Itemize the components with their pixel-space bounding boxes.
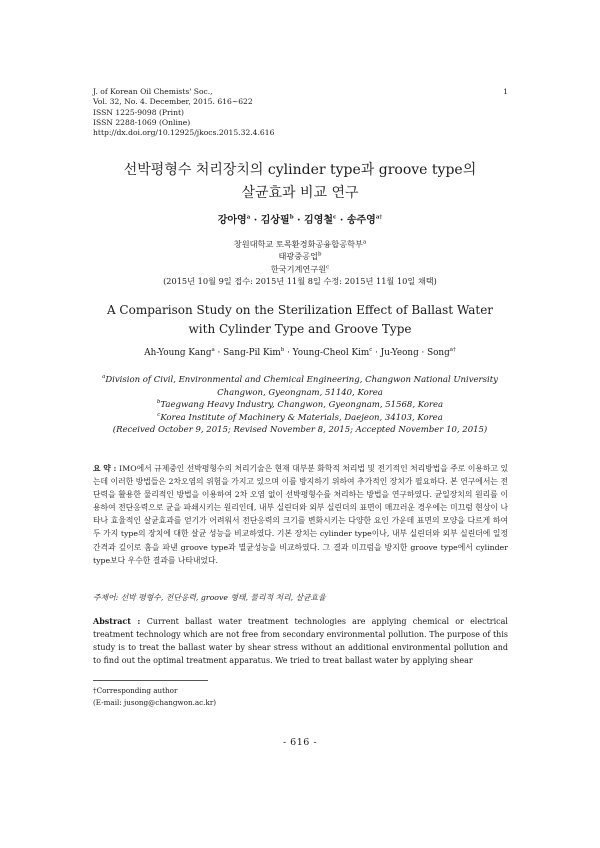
affiliations-korean [60,238,540,288]
author-en-1: Ah-Young Kang [144,348,212,358]
authors-korean [60,211,540,226]
title-korean-line2: 살균효과 비교 연구 [241,185,359,201]
page-number: 1 [503,87,508,96]
corresponding-author: †Corresponding author [93,686,178,695]
author-kr-3-sup: c [333,214,337,221]
issn-online: ISSN 2288-1069 (Online) [93,117,191,127]
authors-english: Ah-Young Kang$^a$ · Sang-Pil Kim$^b$ · Young-Cheol Kim$^c$ · Ju-Yeong · Song$^{a\dagger}$ [144,347,456,358]
author-kr-2-sup: b [289,214,294,221]
journal-name: J. of Korean Oil Chemists' Soc., [93,87,213,96]
author-kr-2: 김상필 [260,215,290,226]
abstract-english-text: Current ballast water treatment technologies are applying chemical or electrical treatment technology which are not free from secondary environmental pollution. The purpose of this study is to treat the ballast water by shear stress without an additional environmental pollution and to find out the optimal treatment apparatus. We tried to treat ballast water by applying shear [93,617,508,666]
title-korean [60,159,540,205]
author-kr-3: 김영철 [304,215,334,226]
page-footer: - 616 - [282,737,318,748]
author-kr-4: 송주영 [346,215,376,226]
affiliation-kr-2: 태광중공업$^b$ [278,251,322,262]
corresponding-email: (E-mail: jusong@changwon.ac.kr) [93,698,217,707]
author-kr-4-sup: a† [375,214,383,221]
affiliation-en-1b: Changwon, Gyeongnam, 51140, Korea [217,387,383,398]
abstract-korean-text: IMO에서 규제중인 선박평형수의 처리기술은 현재 대부분 화학적 처리법 및 전기적인 처리방법을 주로 이용하고 있는데 이러한 방법들은 2차오염의 위험을 가지고 있으며 이를 방지하기 위하여 추가적인 장치가 필요하다. 본 연구에서는 전단력을 활용한 물리적인 방법을 이용하여 2차 오염 없이 선박평형수를 처리하는 방법을 연구하였다. 균일장치의 원리를 이용하여 전단응력으로 균을 파쇄시키는 원리인데, 내부 실린더와 외부 실린더의 표면이 매끄러운 경우에는 미끄럼 현상이 나타나 효율적인 살균효과를 얻기가 어려워서 전단응력의 크기를 변화시키는 다양한 요인 가운데 표면의 모양을 다르게 하여 두 가지 type의 장치에 대한 살균 성능을 비교하였다. 기본 장치는 cylinder type이나, 내부 실린더와 외부 실린더에 일정 간격과 깊이로 홈을 파낸 groove type과 멸균성능을 비교하였다. 그 결과 미끄럼을 방지한 groove type에서 cylinder type보다 우수한 결과를 나타내었다. [93,464,508,565]
abstract-korean-label: 요 약 : [93,464,120,473]
abstract-english-label: Abstract : [93,616,147,626]
keywords-korean: 주제어: 선박 평형수, 전단응력, groove 형태, 물리적 처리, 살균효율 [93,593,326,602]
author-en-2: Sang-Pil Kim [223,348,281,358]
journal-volume: Vol. 32, No. 4. December, 2015. 616~622 [93,97,253,107]
dates-english: (Received October 9, 2015; Revised November 8, 2015; Accepted November 10, 2015) [112,425,488,436]
title-english-line2: with Cylinder Type and Groove Type [188,321,412,336]
title-korean-line1: 선박평형수 처리장치의 cylinder type과 groove type의 [123,162,477,178]
abstract-english [93,615,508,667]
author-en-4: Ju-Yeong · Song [380,348,450,358]
author-en-3: Young-Cheol Kim [292,348,370,358]
journal-info [93,87,274,138]
affiliation-en-3: $^c$Korea Institute of Machinery & Materials, Daejeon, 34103, Korea [157,411,443,423]
affiliation-kr-1: 창원대학교 토목환경화공융합공학부$^a$ [233,239,367,249]
affiliation-en-2: $^b$Taegwang Heavy Industry, Changwon, Gyeongnam, 51568, Korea [156,399,444,411]
doi-link[interactable]: http://dx.doi.org/10.12925/jkocs.2015.32.4.616 [93,128,275,138]
affiliation-en-1: $^a$Division of Civil, Environmental and Chemical Engineering, Changwon National University [102,374,498,385]
title-english [60,301,540,338]
abstract-korean [93,462,508,567]
issn-print: ISSN 1225-9098 (Print) [93,107,184,117]
dates-korean: (2015년 10월 9일 접수: 2015년 11월 8일 수정: 2015년 11월 10일 채택) [163,276,437,287]
title-english-line1: A Comparison Study on the Sterilization Effect of Ballast Water [106,303,494,317]
author-kr-1: 강아영 [217,215,247,226]
affiliation-kr-3: 한국기계연구원$^c$ [270,263,330,274]
author-sep: · [336,215,347,226]
footnote [93,685,216,709]
author-kr-1-sup: a [246,214,251,221]
footnote-divider [93,680,208,681]
author-sep: · [293,215,305,226]
affiliations-english [60,374,540,437]
author-sep: · [250,215,261,226]
